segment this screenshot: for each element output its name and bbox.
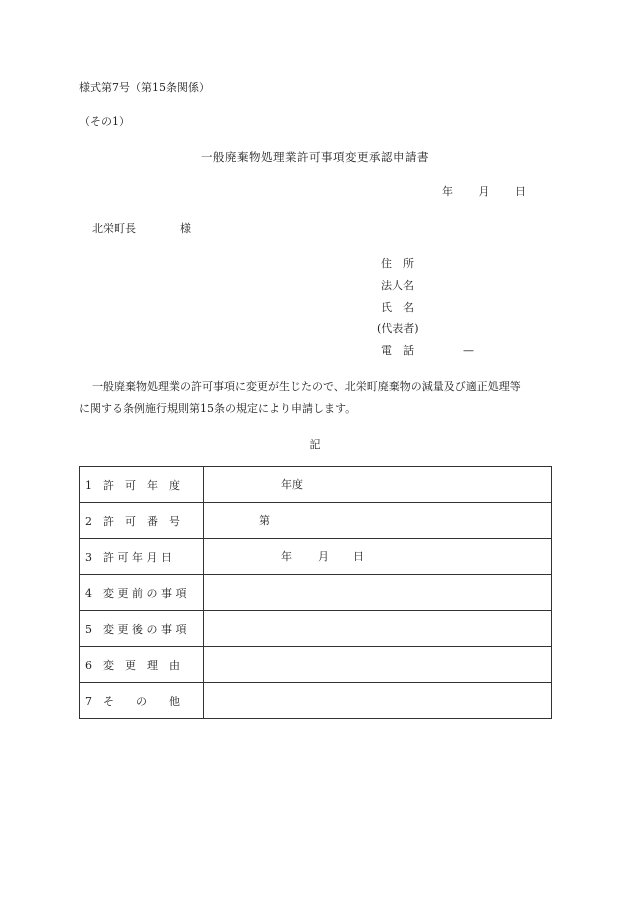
table-row [80,539,552,575]
row-value-cell[interactable] [204,611,552,647]
year-suffix: 年度 [281,478,303,491]
table-row [80,503,552,539]
table-row [80,575,552,611]
addressee [92,222,191,236]
phone-dash: — [463,344,474,357]
row-value-cell[interactable] [204,575,552,611]
permit-month-label: 月 [318,550,329,563]
table-row [80,647,552,683]
table-row [80,467,552,503]
body-text-line-1: 一般廃棄物処理業の許可事項に変更が生じたので、北栄町廃棄物の減量及び適正処理等 [92,380,521,393]
applicant-name-row [381,301,421,315]
document-title: 一般廃棄物処理業許可事項変更承認申請書 [201,150,429,164]
row-label: 3 許 可 年 月 日 [80,539,204,575]
row-value-cell[interactable] [204,539,552,575]
table-row [80,683,552,719]
row-label: 4 変 更 前 の 事 項 [80,575,204,611]
row-label: 1 許 可 年 度 [80,467,204,503]
permit-day-label: 日 [353,550,364,563]
row-value-cell[interactable] [204,467,552,503]
row-value-cell[interactable] [204,647,552,683]
applicant-corp-label: 法人名 [381,279,414,292]
applicant-corp-row [381,279,421,293]
date-year-label: 年 [442,185,453,198]
ki-heading: 記 [309,438,321,451]
row-value-cell[interactable] [204,503,552,539]
applicant-rep-row [377,322,419,336]
body-text-line-2: に関する条例施行規則第15条の規定により申請します。 [79,402,357,415]
addressee-honorific: 様 [180,222,191,235]
row-value-cell[interactable] [204,683,552,719]
applicant-phone-row [381,344,474,358]
row-label: 7 そ の 他 [80,683,204,719]
row-label: 2 許 可 番 号 [80,503,204,539]
permit-year-label: 年 [281,550,292,563]
date-month-label: 月 [478,185,490,198]
row-label: 6 変 更 理 由 [80,647,204,683]
form-number: 様式第7号（第15条関係） [79,81,210,94]
record-table [79,466,552,719]
addressee-name: 北栄町長 [92,222,136,235]
table-row [80,611,552,647]
applicant-name-label: 氏 名 [381,301,414,314]
date-day-label: 日 [515,185,526,198]
number-prefix: 第 [259,514,270,527]
applicant-address-label: 住 所 [381,257,414,270]
applicant-rep-label: (代表者) [377,322,419,335]
applicant-phone-label: 電 話 [381,344,414,357]
row-label: 5 変 更 後 の 事 項 [80,611,204,647]
sub-number: （その1） [79,115,130,128]
applicant-address-row [381,257,421,271]
date-line [442,185,526,199]
